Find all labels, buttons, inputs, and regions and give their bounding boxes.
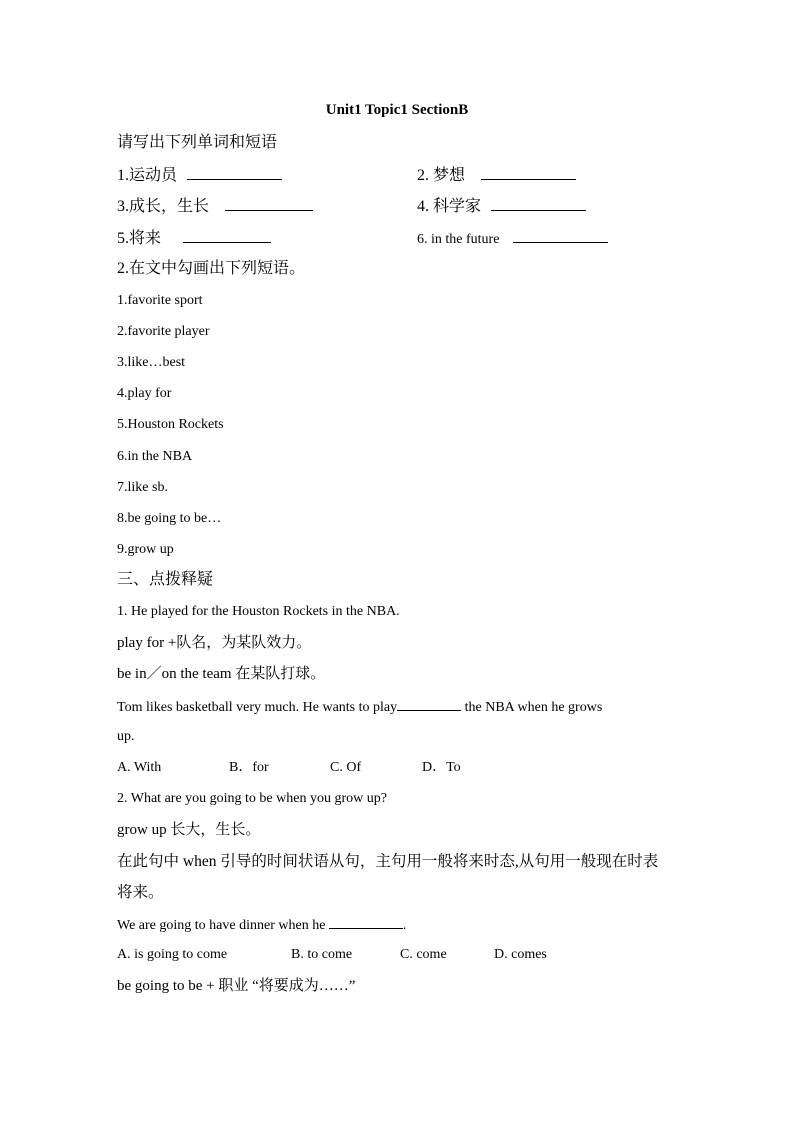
option-a[interactable]: A. is going to come [117,947,228,962]
vocab-row-3 [117,228,500,249]
grammar-note: grow up 长大，生长。 [117,822,261,838]
example-sentence-2: 2. What are you going to be when you grow up? [117,791,387,806]
phrase-item: 5.Houston Rockets [117,417,224,432]
page-title: Unit1 Topic1 SectionB [325,102,469,118]
exercise-1-options [117,758,677,778]
vocab-item: 1.运动员 [117,167,178,184]
answer-blank[interactable] [397,696,461,711]
answer-blank[interactable] [329,914,403,929]
grammar-note: 在此句中 when 引导的时间状语从句，主句用一般将来时态,从句用一般现在时表 [117,853,659,870]
vocab-item: 3.成长，生长 [117,198,210,215]
phrase-item: 9.grow up [117,542,174,557]
phrase-item: 7.like sb. [117,480,168,495]
grammar-note: play for +队名，为某队效力。 [117,635,312,651]
answer-blank[interactable] [187,165,282,180]
answer-blank[interactable] [491,196,586,211]
grammar-note: be going to be + 职业 “将要成为……” [117,978,356,994]
phrase-item: 3.like…best [117,355,186,370]
phrase-item: 1.favorite sport [117,293,203,308]
option-b[interactable]: B．for [229,760,269,775]
option-c[interactable]: C. Of [330,760,362,775]
phrase-item: 6.in the NBA [117,449,193,464]
vocab-row-1 [117,165,466,186]
vocab-row-2 [117,196,482,217]
phrase-item: 8.be going to be… [117,511,222,526]
vocab-item-right: 4. 科学家 [417,196,586,217]
option-d[interactable]: D．To [422,760,461,775]
exercise-2: We are going to have dinner when he . [117,914,406,936]
answer-blank[interactable] [225,196,313,211]
vocab-item: 5.将来 [117,230,162,247]
section3-heading: 三、点拨释疑 [117,571,214,588]
answer-blank[interactable] [183,228,271,243]
option-a[interactable]: A. With [117,760,162,775]
section2-heading: 2.在文中勾画出下列短语。 [117,260,306,277]
grammar-note-cont: 将来。 [117,884,164,901]
phrase-item: 2.favorite player [117,324,210,339]
grammar-note: be in／on the team 在某队打球。 [117,666,326,682]
answer-blank[interactable] [513,228,608,243]
answer-blank[interactable] [481,165,576,180]
exercise-1: Tom likes basketball very much. He wants to play the NBA when he grows [117,696,602,718]
option-c[interactable]: C. come [400,947,447,962]
example-sentence-1: 1. He played for the Houston Rockets in the NBA. [117,604,400,619]
vocab-item-right: 2. 梦想 [417,165,576,186]
phrase-item: 4.play for [117,386,172,401]
option-b[interactable]: B. to come [291,947,353,962]
vocab-item-right: 6. in the future [417,228,608,250]
option-d[interactable]: D. comes [494,947,547,962]
exercise-1-cont: up. [117,729,135,744]
section1-heading: 请写出下列单词和短语 [117,134,278,151]
exercise-2-options [117,945,677,965]
